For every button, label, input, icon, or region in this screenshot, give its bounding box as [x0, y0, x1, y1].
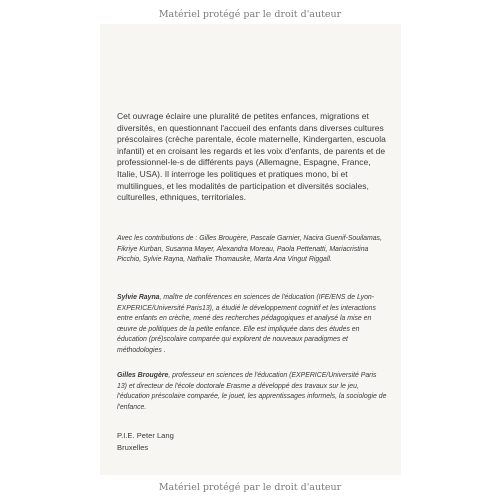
author-bio-text: , maître de conférences en sciences de l'éducation (IFE/ENS de Lyon-EXPERICE/Université Paris13), a étudié le développement cognitif et les interactions entre enfants en crèche, mené des recherches pédagogiques et analysé la mise en œuvre de politiques de la petite enfance. Elle est impliquée dans des études en éducation (pré)scolaire comparée qui explorent de nouveaux paradigmes et méthodologies .: [117, 294, 376, 354]
author-name: Sylvie Rayna: [117, 294, 160, 301]
author-bio-brougere: [117, 371, 387, 413]
publisher-city: Bruxelles: [117, 442, 149, 452]
author-bio-rayna: [117, 293, 387, 357]
author-bio-text: , professeur en sciences de l'éducation (EXPERICE/Université Paris 13) et directeur de l'école doctorale Erasme a développé des travaux sur le jeu, l'éducation préscolaire comparée, le jouet, les apprentissages informels, la sociologie de l'enfance.: [117, 372, 387, 411]
copyright-banner-top: Matériel protégé par le droit d'auteur: [158, 9, 342, 20]
back-cover: [100, 24, 401, 475]
book-summary: Cet ouvrage éclaire une pluralité de petites enfances, migrations et diversités, en questionnant l'accueil des enfants dans diverses cultures préscolaires (crèche parentale, école maternelle, Kindergarten, escuola infantil) et en croisant les regards et les voix d'enfants, de parents et de professionnel-le-s de différents pays (Allemagne, Espagne, France, Italie, USA). Il interroge les politiques et pratiques mono, bi et multilingues, et les modalités de participation et diversités sociales, culturelles, ethniques, territoriales.: [117, 111, 386, 203]
contributors-list: Avec les contributions de : Gilles Brougère, Pascale Garnier, Nacira Guenif-Souilamas, Fikriye Kurban, Susanna Mayer, Alexandra Moreau, Paola Pettenatti, Mariacristina Picchio, Sylvie Rayna, Nathalie Thomauske, Marta Ana Vingut Riggall.: [117, 235, 382, 264]
copyright-banner-bottom: Matériel protégé par le droit d'auteur: [158, 482, 342, 493]
author-name: Gilles Brougère: [117, 372, 169, 379]
publisher-name: P.I.E. Peter Lang: [117, 431, 174, 440]
publisher-info: [117, 430, 387, 453]
